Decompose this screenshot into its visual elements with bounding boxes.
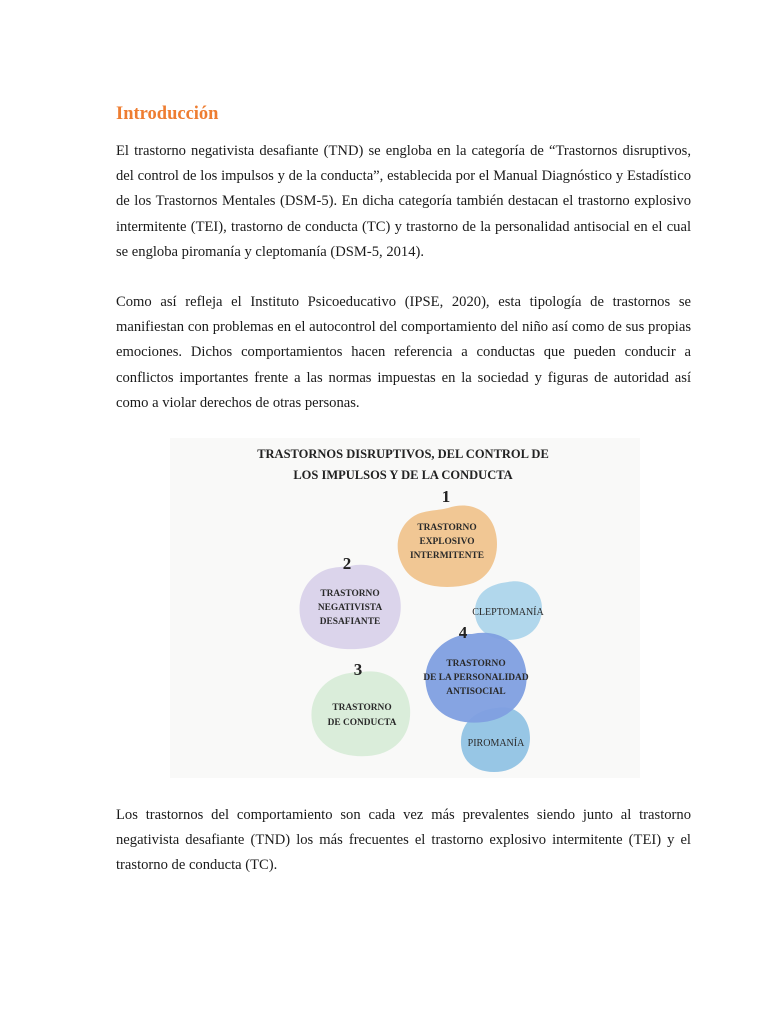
node-3-line-2: DE CONDUCTA: [327, 718, 397, 728]
node-2-line-2: NEGATIVISTA: [317, 603, 383, 613]
node-4-line-1: TRASTORNO: [446, 659, 506, 669]
diagram-canvas: [170, 438, 640, 778]
node-1-number: 1: [441, 487, 451, 506]
node-4-line-2: DE LA PERSONALIDAD: [423, 673, 529, 683]
diagram-title-line-2: LOS IMPULSOS Y DE LA CONDUCTA: [293, 468, 513, 482]
cleptomania-label: CLEPTOMANÍA: [472, 607, 544, 618]
node-4-number: 4: [458, 623, 468, 642]
paragraph-3: Los trastornos del comportamiento son cada vez más prevalentes siendo junto al trastorno negativista desafiante (TND) los más frecuentes el trastorno explosivo intermitente (TEI) y el trastorno de conducta (TC).: [116, 807, 691, 874]
section-heading: Introducción: [116, 104, 219, 124]
node-1-line-1: TRASTORNO: [417, 523, 477, 533]
piromania-label: PIROMANÍA: [467, 738, 525, 749]
node-3-blob: [311, 671, 410, 756]
node-1-line-2: EXPLOSIVO: [419, 537, 475, 547]
document-body: [116, 100, 691, 416]
node-3-number: 3: [353, 660, 363, 679]
node-1-line-3: INTERMITENTE: [410, 551, 484, 561]
node-2-line-3: DESAFIANTE: [319, 617, 381, 627]
diagram-title-line-1: TRASTORNOS DISRUPTIVOS, DEL CONTROL DE: [257, 447, 549, 461]
node-4-line-3: ANTISOCIAL: [446, 687, 506, 697]
node-3-line-1: TRASTORNO: [332, 703, 392, 713]
paragraph-1: El trastorno negativista desafiante (TND) se engloba en la categoría de “Trastornos disruptivos, del control de los impulsos y de la conducta”, establecida por el Manual Diagnóstico y Estadístico de los Trastornos Mentales (DSM-5). En dicha categoría también destacan el trastorno explosivo intermitente (TEI), trastorno de conducta (TC) y trastorno de la personalidad antisocial en el cual se engloba piromanía y cleptomanía (DSM-5, 2014).: [116, 143, 691, 260]
node-2-number: 2: [342, 554, 352, 573]
paragraph-2: Como así refleja el Instituto Psicoeducativo (IPSE, 2020), esta tipología de trastornos se manifiestan con problemas en el autocontrol del comportamiento del niño así como de sus propias emociones. Dichos comportamientos hacen referencia a conductas que pueden conducir a conflictos importantes frente a las normas impuestas en la sociedad y figuras de autoridad así como a violar derechos de otras personas.: [116, 294, 691, 411]
node-2-line-1: TRASTORNO: [320, 589, 380, 599]
disorders-diagram: [170, 438, 640, 778]
